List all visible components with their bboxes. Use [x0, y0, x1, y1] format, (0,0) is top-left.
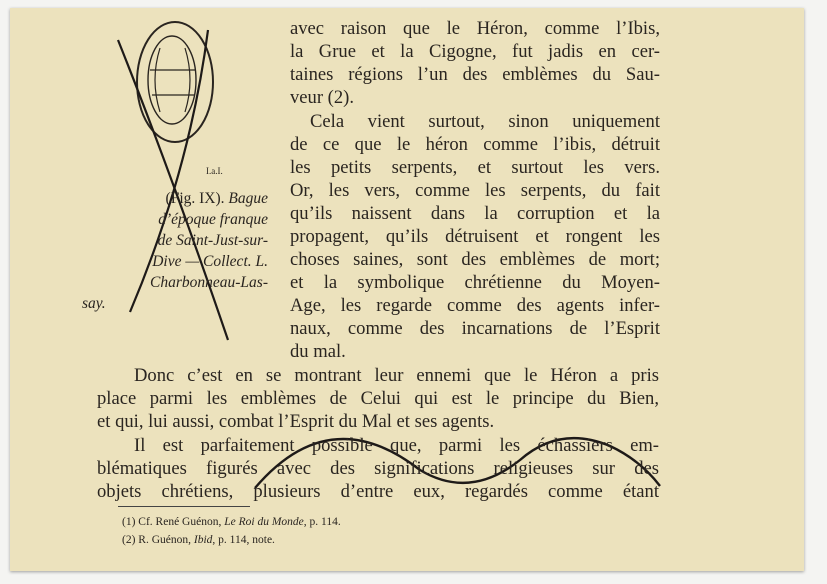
text-line: les petits serpents, et surtout les vers. [290, 157, 660, 178]
text-line: naux, comme des incarnations de l’Esprit [290, 318, 660, 339]
text-line: du mal. [290, 341, 346, 362]
figure-label: I.a.I. [206, 166, 223, 176]
footnote-rule [118, 506, 250, 507]
footnote-2: (2) R. Guénon, Ibid, p. 114, note. [122, 534, 275, 546]
figure-caption-line: (Fig. IX). Bague [165, 190, 268, 207]
text-line: Il est parfaitement possible que, parmi les échassiers em- [134, 435, 659, 456]
text-line: objets chrétiens, plusieurs d’entre eux, regardés comme étant [97, 481, 659, 502]
text-line: Age, les regarde comme des agents infer- [290, 295, 660, 316]
footnote-1: (1) Cf. René Guénon, Le Roi du Monde, p. 114. [122, 516, 341, 528]
text-line: de ce que le héron comme l’ibis, détruit [290, 134, 660, 155]
text-line: place parmi les emblèmes de Celui qui est le principe du Bien, [97, 388, 659, 409]
figure-caption-line: de Saint-Just-sur- [157, 232, 268, 249]
text-line: propagent, qu’ils détruisent et rongent les [290, 226, 660, 247]
text-line: choses saines, sont des emblèmes de mort; [290, 249, 660, 270]
figure-caption-line: Dive — Collect. L. [152, 253, 268, 270]
text-line: la Grue et la Cigogne, fut jadis en cer- [290, 41, 660, 62]
text-line: Or, les vers, comme les serpents, du fait [290, 180, 660, 201]
text-line: et qui, lui aussi, combat l’Esprit du Mal et ses agents. [97, 411, 495, 432]
text-line: avec raison que le Héron, comme l’Ibis, [290, 18, 660, 39]
figure-caption-line: d’époque franque [158, 211, 268, 228]
text-line: taines régions l’un des emblèmes du Sau- [290, 64, 660, 85]
text-line: Donc c’est en se montrant leur ennemi que le Héron a pris [134, 365, 659, 386]
text-line: qu’ils naissent dans la corruption et la [290, 203, 660, 224]
text-line: blématiques figurés avec des significations religieuses sur des [97, 458, 659, 479]
figure-caption-line: Charbonneau-Las- [150, 274, 268, 291]
text-line: Cela vient surtout, sinon uniquement [310, 111, 660, 132]
text-line: veur (2). [290, 87, 355, 108]
text-line: et la symbolique chrétienne du Moyen- [290, 272, 660, 293]
figure-caption-line: say. [82, 295, 106, 312]
